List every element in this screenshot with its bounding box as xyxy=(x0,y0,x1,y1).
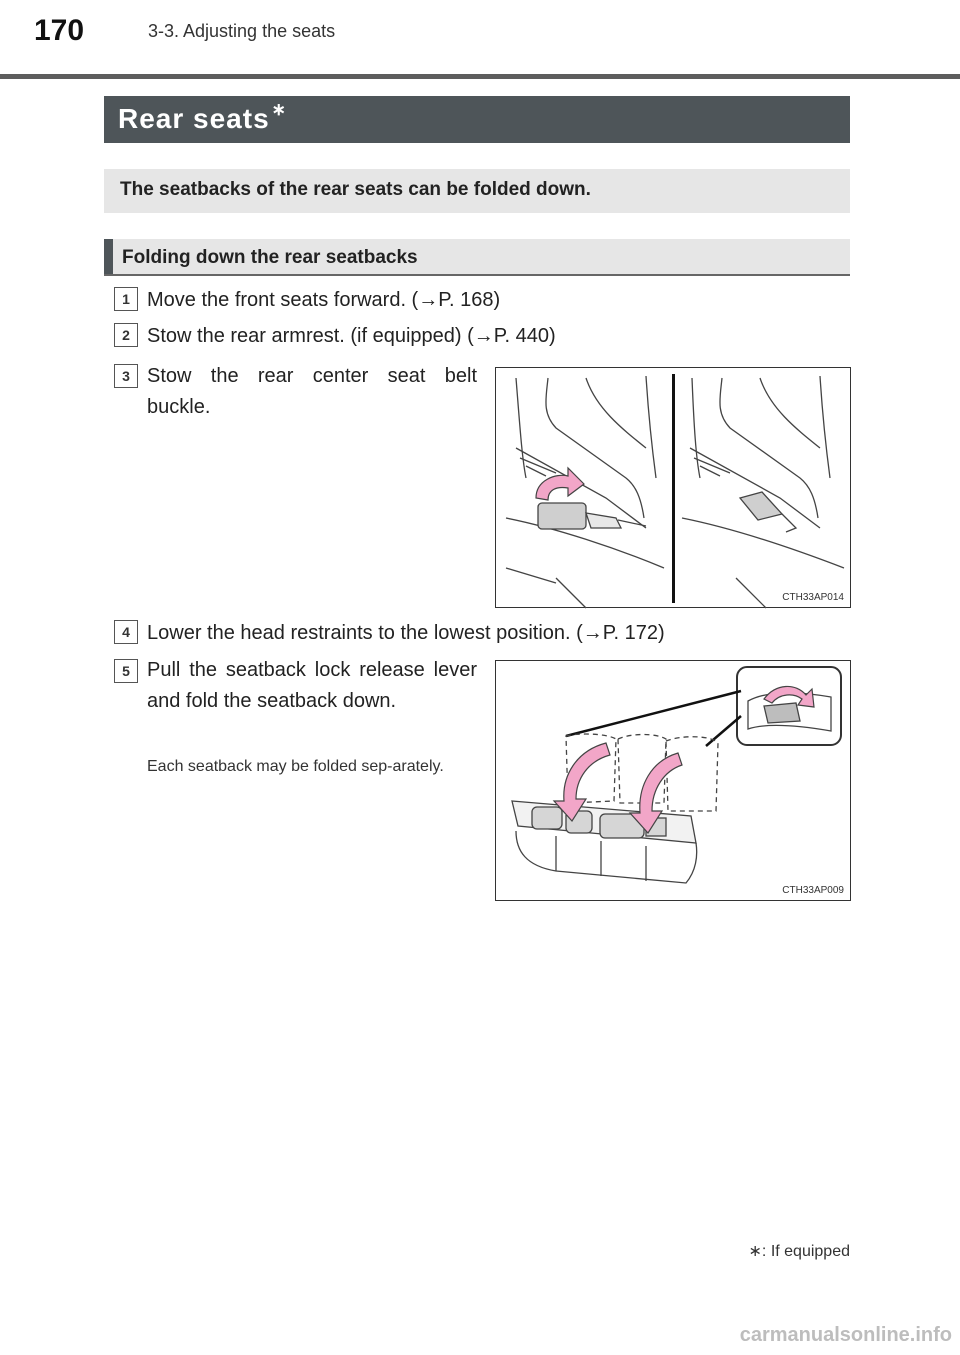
step-text-3: Stow the rear center seat belt buckle. xyxy=(147,365,477,418)
buckle-drawing xyxy=(496,368,852,609)
figure-code-2: CTH33AP009 xyxy=(782,885,844,896)
subheading-rule xyxy=(104,274,850,276)
watermark: carmanualsonline.info xyxy=(739,1324,952,1346)
step-number-4: 4 xyxy=(114,620,138,644)
figure-code-1: CTH33AP014 xyxy=(782,592,844,603)
seatback-drawing xyxy=(496,661,852,902)
seatback-illustration xyxy=(495,660,851,901)
step-text-5: Pull the seatback lock release lever and fold the seatback down. xyxy=(147,659,477,712)
header-rule xyxy=(0,74,960,79)
if-equipped-mark: ∗ xyxy=(271,100,287,119)
step-number-2: 2 xyxy=(114,323,138,347)
step-text-4: Lower the head restraints to the lowest position. (→P. 172) xyxy=(147,622,665,644)
footnote: ∗: If equipped xyxy=(748,1243,850,1260)
page-title xyxy=(118,100,287,135)
page-title-text: Rear seats xyxy=(118,103,270,134)
subheading-text: Folding down the rear seatbacks xyxy=(122,247,418,268)
buckle-illustration xyxy=(495,367,851,608)
title-band xyxy=(104,96,850,143)
section-title: 3-3. Adjusting the seats xyxy=(148,21,336,41)
step-text-2: Stow the rear armrest. (if equipped) (→P. 440) xyxy=(147,325,556,347)
step-number-5: 5 xyxy=(114,659,138,683)
page-number: 170 xyxy=(34,14,85,47)
step-5-note: Each seatback may be folded sep-arately. xyxy=(147,758,444,775)
step-number-3: 3 xyxy=(114,364,138,388)
intro-text: The seatbacks of the rear seats can be folded down. xyxy=(120,179,591,200)
step-number-1: 1 xyxy=(114,287,138,311)
step-text-1: Move the front seats forward. (→P. 168) xyxy=(147,289,501,311)
subheading-accent xyxy=(104,239,113,275)
intro-band xyxy=(104,169,850,213)
subheading-band xyxy=(104,239,850,275)
